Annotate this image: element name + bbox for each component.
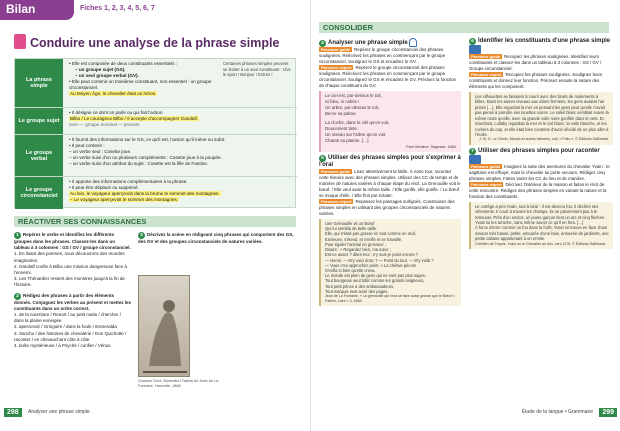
poem-line: Un oiseau sur l'arbre qu'on voit bbox=[325, 132, 386, 138]
exercise-line: 4. boîte mystérieuse / à Psyché / confier / Vénus bbox=[14, 343, 111, 349]
exercise-number: 6 bbox=[469, 38, 476, 45]
exercise-3 bbox=[138, 232, 296, 245]
fable-line: — Vous n'en approchez point. » La chétive pécore bbox=[325, 262, 417, 268]
exercise-title: Identifier les constituants d'une phrase simple bbox=[478, 38, 611, 44]
row-line: • Il apporte des informations complémentaires à la phrase. bbox=[69, 179, 188, 184]
exercise-line: 2. Gandalf confie à Bilbo une mission dangereuse face à l'ennemi. bbox=[14, 263, 127, 276]
footer-left bbox=[0, 404, 310, 420]
parcours-badge: Parcours expert bbox=[471, 181, 502, 187]
row-head: Le groupe sujet bbox=[15, 108, 63, 134]
fable-illustration bbox=[138, 275, 190, 377]
exercise-4 bbox=[319, 38, 461, 152]
fable-line: Disant : « Regardez bien, ma sœur ; bbox=[325, 247, 391, 253]
reactiver-label: RÉACTIVER SES CONNAISSANCES bbox=[18, 217, 147, 226]
exercise-number: 4 bbox=[319, 40, 326, 47]
poem-line: Doucement tinte. bbox=[325, 126, 359, 132]
row-body bbox=[69, 110, 293, 128]
fiches-label: Fiches 1, 2, 3, 4, 5, 6, 7 bbox=[80, 5, 155, 12]
table-row-groupe-sujet bbox=[15, 107, 297, 134]
guide-block bbox=[469, 54, 613, 72]
row-example: Au Moyen Âge, le chevalier était un héros. bbox=[70, 91, 157, 96]
expert-block bbox=[469, 182, 613, 200]
reactiver-header bbox=[14, 216, 296, 227]
row-head: Le groupe verbal bbox=[15, 135, 63, 176]
parcours-badge: Parcours expert bbox=[471, 72, 502, 78]
exercise-title: Analyser une phrase simple bbox=[328, 40, 408, 47]
page-title: Conduire une analyse de la phrase simple bbox=[30, 36, 280, 50]
row-example: – Le voyageur aperçevoit le sommet des montagnes. bbox=[70, 197, 179, 202]
text-box bbox=[469, 92, 613, 145]
exercise-number: 5 bbox=[319, 155, 326, 162]
title-marker-icon bbox=[14, 34, 26, 49]
footer-text: Étude de la langue • Grammaire bbox=[521, 409, 593, 415]
exercise-number: 2 bbox=[14, 293, 21, 300]
instruction: Repérez le groupe circonstanciel des phrases soulignées. Réécrivez les phrases en commençant par le groupe circonstanciel. Soulignez le GS et encadrez le GV. Précisez la fonction de chaque constituant du GV. bbox=[319, 65, 456, 89]
exercise-heading bbox=[319, 155, 461, 169]
fable-line: Tout bourgeois veut bâtir comme les grands seigneurs, bbox=[325, 278, 425, 284]
expert-block bbox=[319, 65, 461, 89]
exercise-5 bbox=[319, 155, 461, 306]
illustration-drawing bbox=[139, 276, 191, 378]
exercise-number: 1 bbox=[14, 232, 21, 239]
row-body bbox=[69, 137, 293, 167]
poem-line: Berce sa palme. bbox=[325, 111, 357, 117]
instruction: Recopiez les phrases soulignées. Identifiez leurs constituants et classez-les dans un tableau à 3 colonnes : GS / GV / Groupe circonstanciel. bbox=[469, 54, 602, 72]
exercise-2 bbox=[14, 293, 132, 350]
exercise-heading bbox=[319, 38, 461, 47]
poem-box bbox=[319, 91, 461, 152]
parcours-badge: Parcours guidé bbox=[321, 47, 351, 53]
book-icon bbox=[469, 155, 481, 164]
page-number: 298 bbox=[4, 408, 22, 417]
row-line: – un verbe suivi d'un attribut du sujet : Cosette est la fille de Fantine. bbox=[69, 161, 209, 166]
fable-box bbox=[319, 219, 461, 306]
summary-table bbox=[14, 58, 296, 208]
bilan-tab bbox=[0, 0, 74, 20]
fable-line: S'enfla si bien qu'elle creva. bbox=[325, 267, 376, 273]
exercise-line: 3. Sancho / des histoires de chevalerie / Don Quichotte / raconter / en chevauchant côte à côte bbox=[14, 330, 127, 342]
row-line: • Il fournit des informations sur le GS, ce qu'il est, l'action qu'il mène ou subit. bbox=[69, 137, 226, 142]
side-note: Certaines phrases simples peuvent se limiter à un seul constituant : Vive le sport ! Bonjour ! Entrez ! bbox=[223, 61, 291, 77]
exercise-title: Décrivez la scène en rédigeant cinq phrases qui comportent des GS, des GV et des groupes circonstanciels de natures variées. bbox=[138, 232, 294, 244]
poem-line: Un arbre, par-dessus le toit, bbox=[325, 105, 380, 111]
exercise-line: 2. apercevoir / Gringoire / dans la foule / Esmeralda bbox=[14, 324, 117, 330]
row-line: • Elle peut contenir un troisième constituant, non essentiel : un groupe circonstanciel. bbox=[69, 79, 212, 90]
instruction: Repérez le groupe circonstanciel des phrases soulignées. Réécrivez les phrases en commençant par le groupe circonstanciel. Soulignez le GS et encadrez le GV. bbox=[319, 47, 446, 65]
row-head: La phrase simple bbox=[15, 59, 63, 107]
row-line: nom — groupe nominal — pronom bbox=[69, 122, 140, 127]
poem-line: La cloche, dans le ciel qu'on voit, bbox=[325, 120, 390, 126]
guide-block bbox=[319, 169, 461, 199]
source: J. M. G. Le Clézio, Mondo et autres histoires, coll. « Folio », © Éditions Gallimard. bbox=[479, 137, 609, 142]
table-row-groupe-circonstanciel bbox=[15, 176, 297, 209]
exercise-number: 7 bbox=[469, 148, 476, 155]
extract-text: Les silhouettes se faisaient à courir avec des bruits de roulements à billes. Dans les autres niveaux aux aîtres fermées, les gens avaient l'air prisés […]. Elle regardait la mer en pensant les gens peut qu'elle n'avait pas pensé à prendre ses lunettes noires. Le soleil blanc semblait suivre la même route qu'elle, avec sa grande voile noire gonflée dans le vent. Et, marchant, Lullaby regardait la mer et le ciel blanc, la voile blanche, et les rochers du cap, et elle était bien contente d'avoir décidé de ne plus aller à l'école. bbox=[475, 94, 609, 137]
poem-line: Le ciel est, par-dessus le toit, bbox=[325, 93, 382, 99]
instruction: Décrivez l'intérieur de la maison et faites le récit de cette rencontre. Rédigez des phrases simples en variant la nature et la fonction des constituants. bbox=[469, 181, 607, 199]
fable-line: Elle, qui n'était pas grosse en tout comme un œuf, bbox=[325, 231, 417, 237]
instruction: Recopiez les phrases soulignées. Soulignez leurs constituants et donnez leur fonction. Précisez ensuite la nature des éléments qui les composent. bbox=[469, 72, 603, 90]
book-icon bbox=[469, 45, 481, 54]
exercise-line: 1. En lisant des poèmes, nous découvrons des mondes imaginaires. bbox=[14, 251, 125, 263]
fable-line: Est-ce assez ? dites-moi ; n'y suis-je point encore ? bbox=[325, 252, 419, 258]
poem-line: Si bleu, si calme ! bbox=[325, 99, 360, 105]
row-body bbox=[69, 61, 219, 97]
row-body bbox=[69, 179, 293, 203]
exercise-title: Repérez le verbe et identifiez les différents groupes dans les phrases. Classez-les dans un tableau à 3 colonnes : GS / GV / groupe circonstanciel. bbox=[14, 232, 131, 251]
footer-right bbox=[311, 404, 620, 420]
exercise-line: 1. de la nourriture / Renart / au petit matin / chercher / dans la plaine enneigée bbox=[14, 312, 122, 324]
parcours-badge: Parcours guidé bbox=[321, 169, 351, 175]
expert-block bbox=[469, 72, 613, 90]
exercise-title: Utiliser des phrases simples pour s'exprimer à l'oral bbox=[319, 155, 461, 169]
exercise-column-left bbox=[14, 232, 132, 349]
source: Jean de La Fontaine, « La grenouille qui veut se faire aussi grosse que le Bœuf », Fables, Livre I, 3, 1668. bbox=[325, 293, 456, 304]
parcours-badge: Parcours guidé bbox=[471, 163, 501, 169]
fable-line: Qui lui sembla de belle taille. bbox=[325, 226, 378, 232]
consolider-header bbox=[319, 22, 609, 33]
source: Chrétien de Troyes, Yvain ou le Chevalier au lion, vers 1176, © Éditions Gallimard. bbox=[475, 241, 606, 246]
fable-line: Le monde est plein de gens qui ne sont pas plus sages : bbox=[325, 273, 428, 279]
text-box bbox=[469, 202, 613, 249]
exercise-heading bbox=[469, 38, 613, 54]
fable-line: Envieuse, s'étend, et s'enfle et se travaille, bbox=[325, 236, 403, 242]
right-column-a bbox=[319, 38, 461, 308]
exercise-title: Utiliser des phrases simples pour raconter bbox=[478, 147, 600, 154]
row-line: • Il désigne ce dont on parle ou qui fait l'action. bbox=[69, 110, 164, 115]
parcours-badge: Parcours expert bbox=[321, 199, 352, 205]
expert-block bbox=[319, 199, 461, 217]
right-page bbox=[310, 0, 620, 431]
page-number: 299 bbox=[599, 408, 617, 417]
table-row-phrase-simple bbox=[15, 59, 297, 107]
guide-block bbox=[469, 164, 613, 182]
row-line: • Elle est composée de deux constituants essentiels : bbox=[69, 61, 178, 66]
parcours-badge: Parcours guidé bbox=[471, 54, 501, 60]
row-line: • Il peut contenir : bbox=[69, 143, 105, 148]
row-line: – un seul groupe verbal (GV). bbox=[75, 73, 139, 78]
parcours-badge: Parcours expert bbox=[321, 65, 352, 71]
row-example: Au loin, le voyageur aperçevoit dans la brume le sommet des montagnes. bbox=[70, 191, 220, 196]
instruction: Imaginez la suite des aventures du chevalier Yvain : le sagittaire est effrayé, mais le chevalier lui porte secours. Rédigez cinq phrases simples. Faites varier les CC de lieu et de manière. bbox=[469, 163, 610, 181]
instruction: Repassez les passages surlignés. Construisez des phrases simples en utilisant des groupes circonstanciels de natures variées. bbox=[319, 199, 455, 217]
row-example: Bilbo / Le courageux Bilbo / Il accepte d'accompagner Gandalf. bbox=[70, 116, 199, 121]
bilan-label: Bilan bbox=[6, 2, 36, 16]
row-line: – un groupe sujet (GS). bbox=[75, 67, 126, 72]
fable-line: Tout petit prince a des ambassadeurs, bbox=[325, 283, 395, 289]
row-head: Le groupe circonstanciel bbox=[15, 177, 63, 209]
row-line: • Il peut être déplacé ou supprimé. bbox=[69, 185, 139, 190]
instruction: Lisez attentivement la fable. À votre tour, racontez cette histoire avec des phrases simples. Utilisez des CC de temps et de manière de natures variées à chaque étape du récit. La Grenouille voit le bœuf. / Elle veut avoir la même taille. / Elle gonfle, elle gonfle. / Le bœuf se moque d'elle. / Elle finit par éclater. bbox=[319, 169, 461, 199]
poem-line: Chante sa plainte. […] bbox=[325, 138, 369, 144]
extract-text: À force d'errer comme un fou dans la forêt, Yvain se trouve en face d'une maison très basse, petite, entourée d'une haie, entourée de jardinets, une petite cabane appartenant à un ermite. bbox=[475, 225, 609, 242]
exercise-7 bbox=[469, 148, 613, 249]
exercise-1 bbox=[14, 232, 132, 289]
illustration-caption: Gustave Doré, illustration Fables de Jean de La Fontaine, Hachette, 1868. bbox=[138, 379, 219, 388]
row-line: – un verbe suivi d'un ou plusieurs compléments : Cosette joue à la poupée. bbox=[69, 155, 222, 160]
exercise-6 bbox=[469, 38, 613, 145]
fable-line: Tout marquis veut avoir des pages. bbox=[325, 288, 389, 294]
fable-line: — Nenni. — M'y voici donc ? — Point du tout. — M'y voilà ? bbox=[325, 257, 434, 263]
footer-text: Analyser une phrase simple bbox=[28, 409, 90, 415]
exercise-title: Rédigez des phrases à partir des éléments donnés. Conjuguez les verbes au présent et mettez les constituants dans un ordre correct. bbox=[14, 292, 132, 311]
table-row-groupe-verbal bbox=[15, 134, 297, 176]
guide-block bbox=[319, 47, 461, 65]
fable-line: Pour égaler l'animal en grosseur ; bbox=[325, 241, 387, 247]
consolider-label: CONSOLIDER bbox=[323, 23, 374, 32]
right-column-b bbox=[469, 38, 613, 251]
row-line: – un verbe seul : Cosette joue. bbox=[69, 149, 132, 154]
exercise-line: 3. Les Thénardier restent des monstres jusqu'à la fin de l'histoire. bbox=[14, 276, 125, 288]
lyre-icon bbox=[409, 38, 417, 47]
fable-line: Une Grenouille vit un Bœuf bbox=[325, 221, 375, 227]
exercise-number: 3 bbox=[138, 232, 145, 239]
exercise-heading bbox=[469, 148, 613, 164]
source: Paul Verlaine, Sagesse, 1880. bbox=[406, 145, 457, 150]
extract-text: Le cortège a pris Yvain, tout à loisir : il est devenu fou. Il déchire ses vêtements. Il court à travers les champs, ils ne parviennent pas à le retrouver. Près d'un enclos, un jeune garçon tient un arc et cinq flèches. Yvain lui les arrache, sans même savoir ce qu'il en fera. […] bbox=[475, 203, 606, 226]
